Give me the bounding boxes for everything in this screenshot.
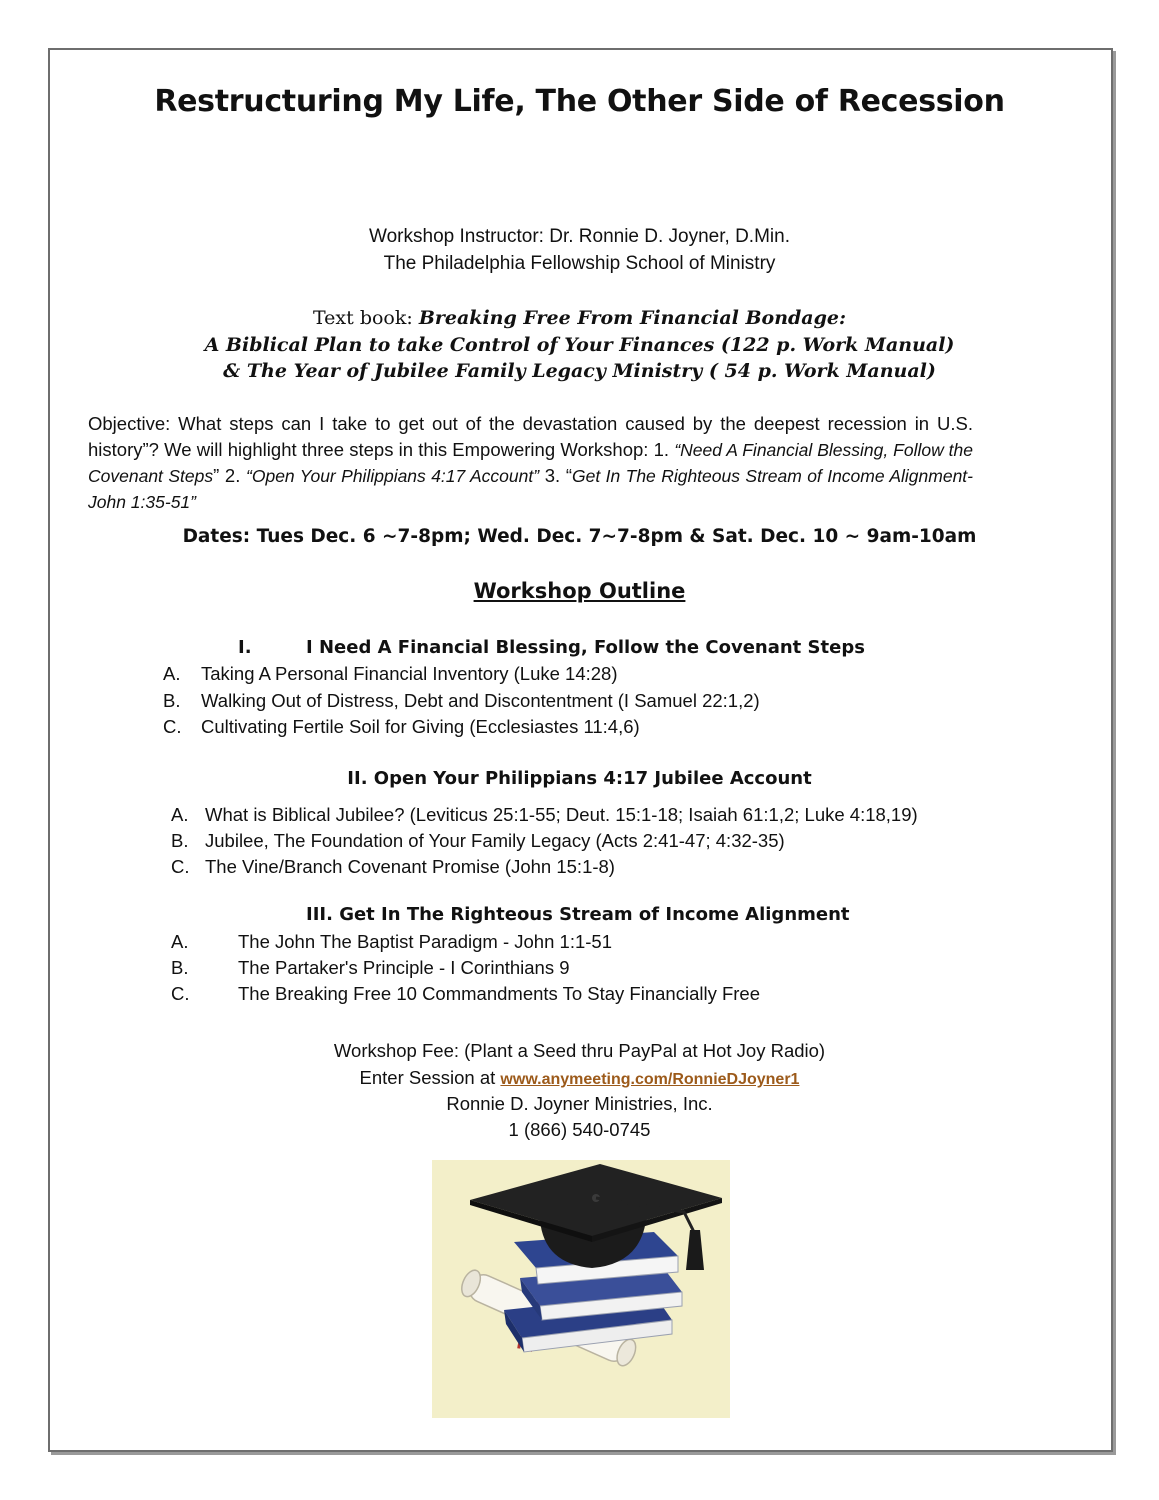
textbook-line-1 — [0, 307, 1159, 329]
list-item: B. Jubilee, The Foundation of Your Family Legacy (Acts 2:41-47; 4:32-35) — [171, 830, 785, 851]
section-1-number: I. — [238, 637, 252, 658]
dates-line: Dates: Tues Dec. 6 ~7-8pm; Wed. Dec. 7~7-8pm & Sat. Dec. 10 ~ 9am-10am — [182, 526, 977, 547]
fee-line: Workshop Fee: (Plant a Seed thru PayPal at Hot Joy Radio) — [333, 1040, 826, 1061]
school-line: The Philadelphia Fellowship School of Ministry — [383, 253, 776, 274]
list-item: A. What is Biblical Jubilee? (Leviticus 25:1-55; Deut. 15:1-18; Isaiah 61:1,2; Luke 4:18,19) — [171, 804, 918, 825]
session-label: Enter Session at — [359, 1067, 501, 1088]
list-item: C. The Vine/Branch Covenant Promise (John 15:1-8) — [171, 856, 615, 877]
list-item: A. Taking A Personal Financial Inventory (Luke 14:28) — [163, 663, 618, 684]
textbook-line-2: A Biblical Plan to take Control of Your Finances (122 p. Work Manual) — [204, 334, 955, 356]
list-item: B. The Partaker's Principle - I Corinthians 9 — [171, 957, 570, 978]
graduation-cap-books-diploma-icon — [432, 1160, 730, 1418]
list-item: C. The Breaking Free 10 Commandments To Stay Financially Free — [171, 983, 761, 1004]
section-3-heading: III. Get In The Righteous Stream of Income Alignment — [306, 904, 850, 925]
list-item: B. Walking Out of Distress, Debt and Discontentment (I Samuel 22:1,2) — [163, 690, 760, 711]
textbook-title: Breaking Free From Financial Bondage: — [418, 307, 846, 329]
outline-heading: Workshop Outline — [473, 579, 686, 603]
org-line: Ronnie D. Joyner Ministries, Inc. — [446, 1093, 713, 1114]
phone-line: 1 (866) 540-0745 — [508, 1119, 651, 1140]
list-item: A. The John The Baptist Paradigm - John 1:1-51 — [171, 931, 612, 952]
list-item: C. Cultivating Fertile Soil for Giving (Ecclesiastes 11:4,6) — [163, 716, 640, 737]
session-line — [0, 1067, 1159, 1089]
instructor-line: Workshop Instructor: Dr. Ronnie D. Joyner, D.Min. — [369, 226, 790, 247]
objective-paragraph: Objective: What steps can I take to get out of the devastation caused by the deepest recession in U.S. history”? We will highlight three steps in this Empowering Workshop: 1. “Need A Financial Blessing, Follow the Covenant Steps” 2. “Open Your Philippians 4:17 Account” 3. “Get In The Righteous Stream of Income Alignment-John 1:35-51” — [88, 413, 974, 512]
document-title: Restructuring My Life, The Other Side of Recession — [154, 84, 1005, 119]
textbook-line-3: & The Year of Jubilee Family Legacy Ministry ( 54 p. Work Manual) — [223, 360, 936, 382]
session-link[interactable]: www.anymeeting.com/RonnieDJoyner1 — [500, 1071, 800, 1088]
section-2-heading: II. Open Your Philippians 4:17 Jubilee Account — [347, 768, 812, 789]
section-1-heading: I Need A Financial Blessing, Follow the Covenant Steps — [306, 637, 865, 658]
textbook-label: Text book: — [312, 307, 419, 329]
